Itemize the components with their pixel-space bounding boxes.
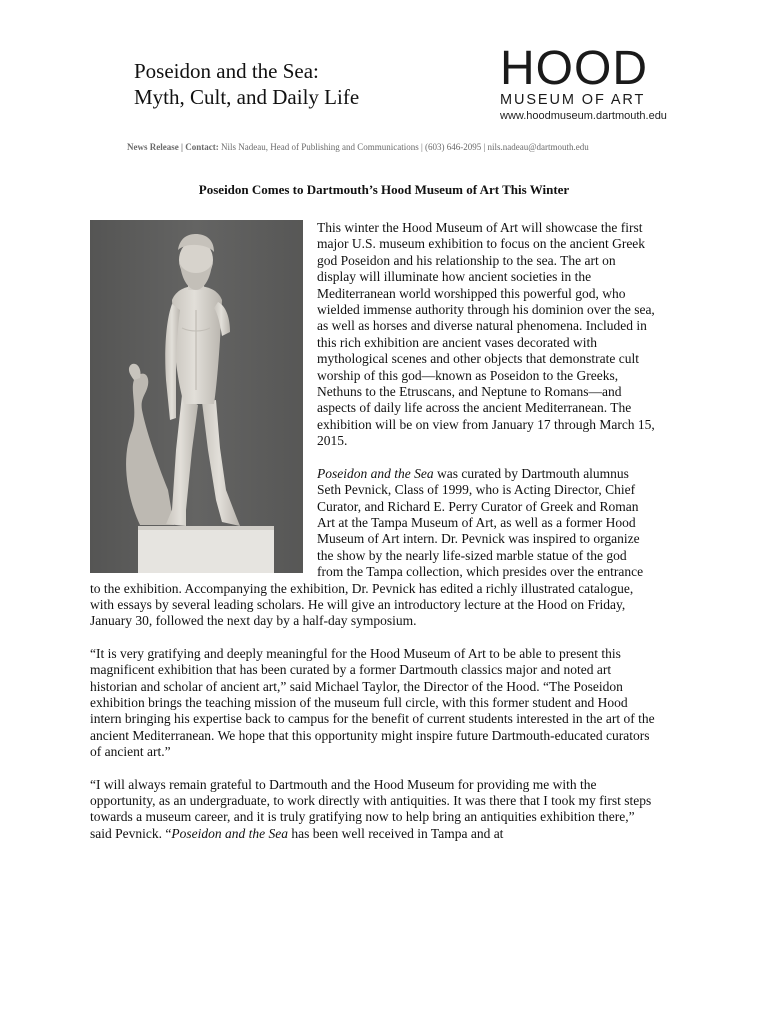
article-body	[90, 220, 656, 858]
paragraph-4-start: “I will always remain grateful to Dartmouth and the Hood Museum for providing me with the opportunity, as an undergraduate, to work directly with antiquities. It was there that I took my first steps towards a museum career, and it is truly gratifying now to help bring an antiquities exhibition there,” said Pevnick. “	[90, 776, 652, 841]
paragraph-1: This winter the Hood Museum of Art will showcase the first major U.S. museum exhibition to focus on the ancient Greek god Poseidon and his relationship to the sea. The art on display will illuminate how ancient societies in the Mediterranean world worshipped this powerful god, who wielded immense authority through his dominion over the sea, as well as horses and diverse natural phenomena. Included in this rich exhibition are ancient vases decorated with mythological scenes and other objects that demonstrate cult worship of this god—known as Poseidon to the Greeks, Nethuns to the Etruscans, and Neptune to Romans—and aspects of daily life across the ancient Mediterranean. The exhibition will be on view from January 17 through March 15, 2015.	[317, 220, 655, 449]
paragraph-3: “It is very gratifying and deeply meaningful for the Hood Museum of Art to be able to present this magnificent exhibition that has been curated by a former Dartmouth classics major and noted art historian and scholar of ancient art,” said Michael Taylor, the Director of the Hood. “The Poseidon exhibition brings the teaching mission of the museum full circle, with this former student and Hood intern bringing his expertise back to campus for the benefit of current students interested in the art of the ancient Mediterranean. We hope that this opportunity might inspire future Dartmouth-educated curators of ancient art.”	[90, 645, 655, 760]
logo-word: HOOD	[500, 42, 648, 95]
logo-url[interactable]: www.hoodmuseum.dartmouth.edu	[500, 110, 667, 122]
paragraph-2-text: was curated by Dartmouth alumnus Seth Pevnick, Class of 1999, who is Acting Director, Chief Curator, and Richard E. Perry Curator of Greek and Roman Art at the Tampa Museum of Art, as well as a former Hood Museum of Art intern. Dr. Pevnick was inspired to organize the show by the nearly life-sized marble statue of the god from the Tampa collection, which presides over the entrance to the exhibition. Accompanying the exhibition, Dr. Pevnick has edited a richly illustrated catalogue, with essays by several leading scholars. He will give an introductory lecture at the Hood on Friday, January 30, followed the next day by a half-day symposium.	[90, 465, 644, 629]
title-line-1: Poseidon and the Sea:	[134, 59, 319, 83]
title-line-2: Myth, Cult, and Daily Life	[134, 85, 360, 109]
paragraph-4	[90, 777, 656, 843]
paragraph-4-end: has been well received in Tampa and at	[287, 825, 504, 841]
press-headline: Poseidon Comes to Dartmouth’s Hood Museum of Art This Winter	[198, 182, 570, 197]
hood-museum-logo	[500, 42, 680, 122]
logo-subtitle: MUSEUM OF ART	[500, 92, 646, 108]
exhibition-title-italic: Poseidon and the Sea	[317, 465, 434, 481]
exhibition-title-italic-2: Poseidon and the Sea	[171, 825, 288, 841]
news-release-contact-line	[127, 142, 589, 152]
exhibition-title	[134, 58, 359, 110]
news-release-label: News Release | Contact:	[127, 142, 219, 152]
photo-float-space	[90, 220, 303, 573]
contact-info: Nils Nadeau, Head of Publishing and Communications | (603) 646-2095 | nils.nadeau@dartmouth.edu	[218, 142, 589, 152]
